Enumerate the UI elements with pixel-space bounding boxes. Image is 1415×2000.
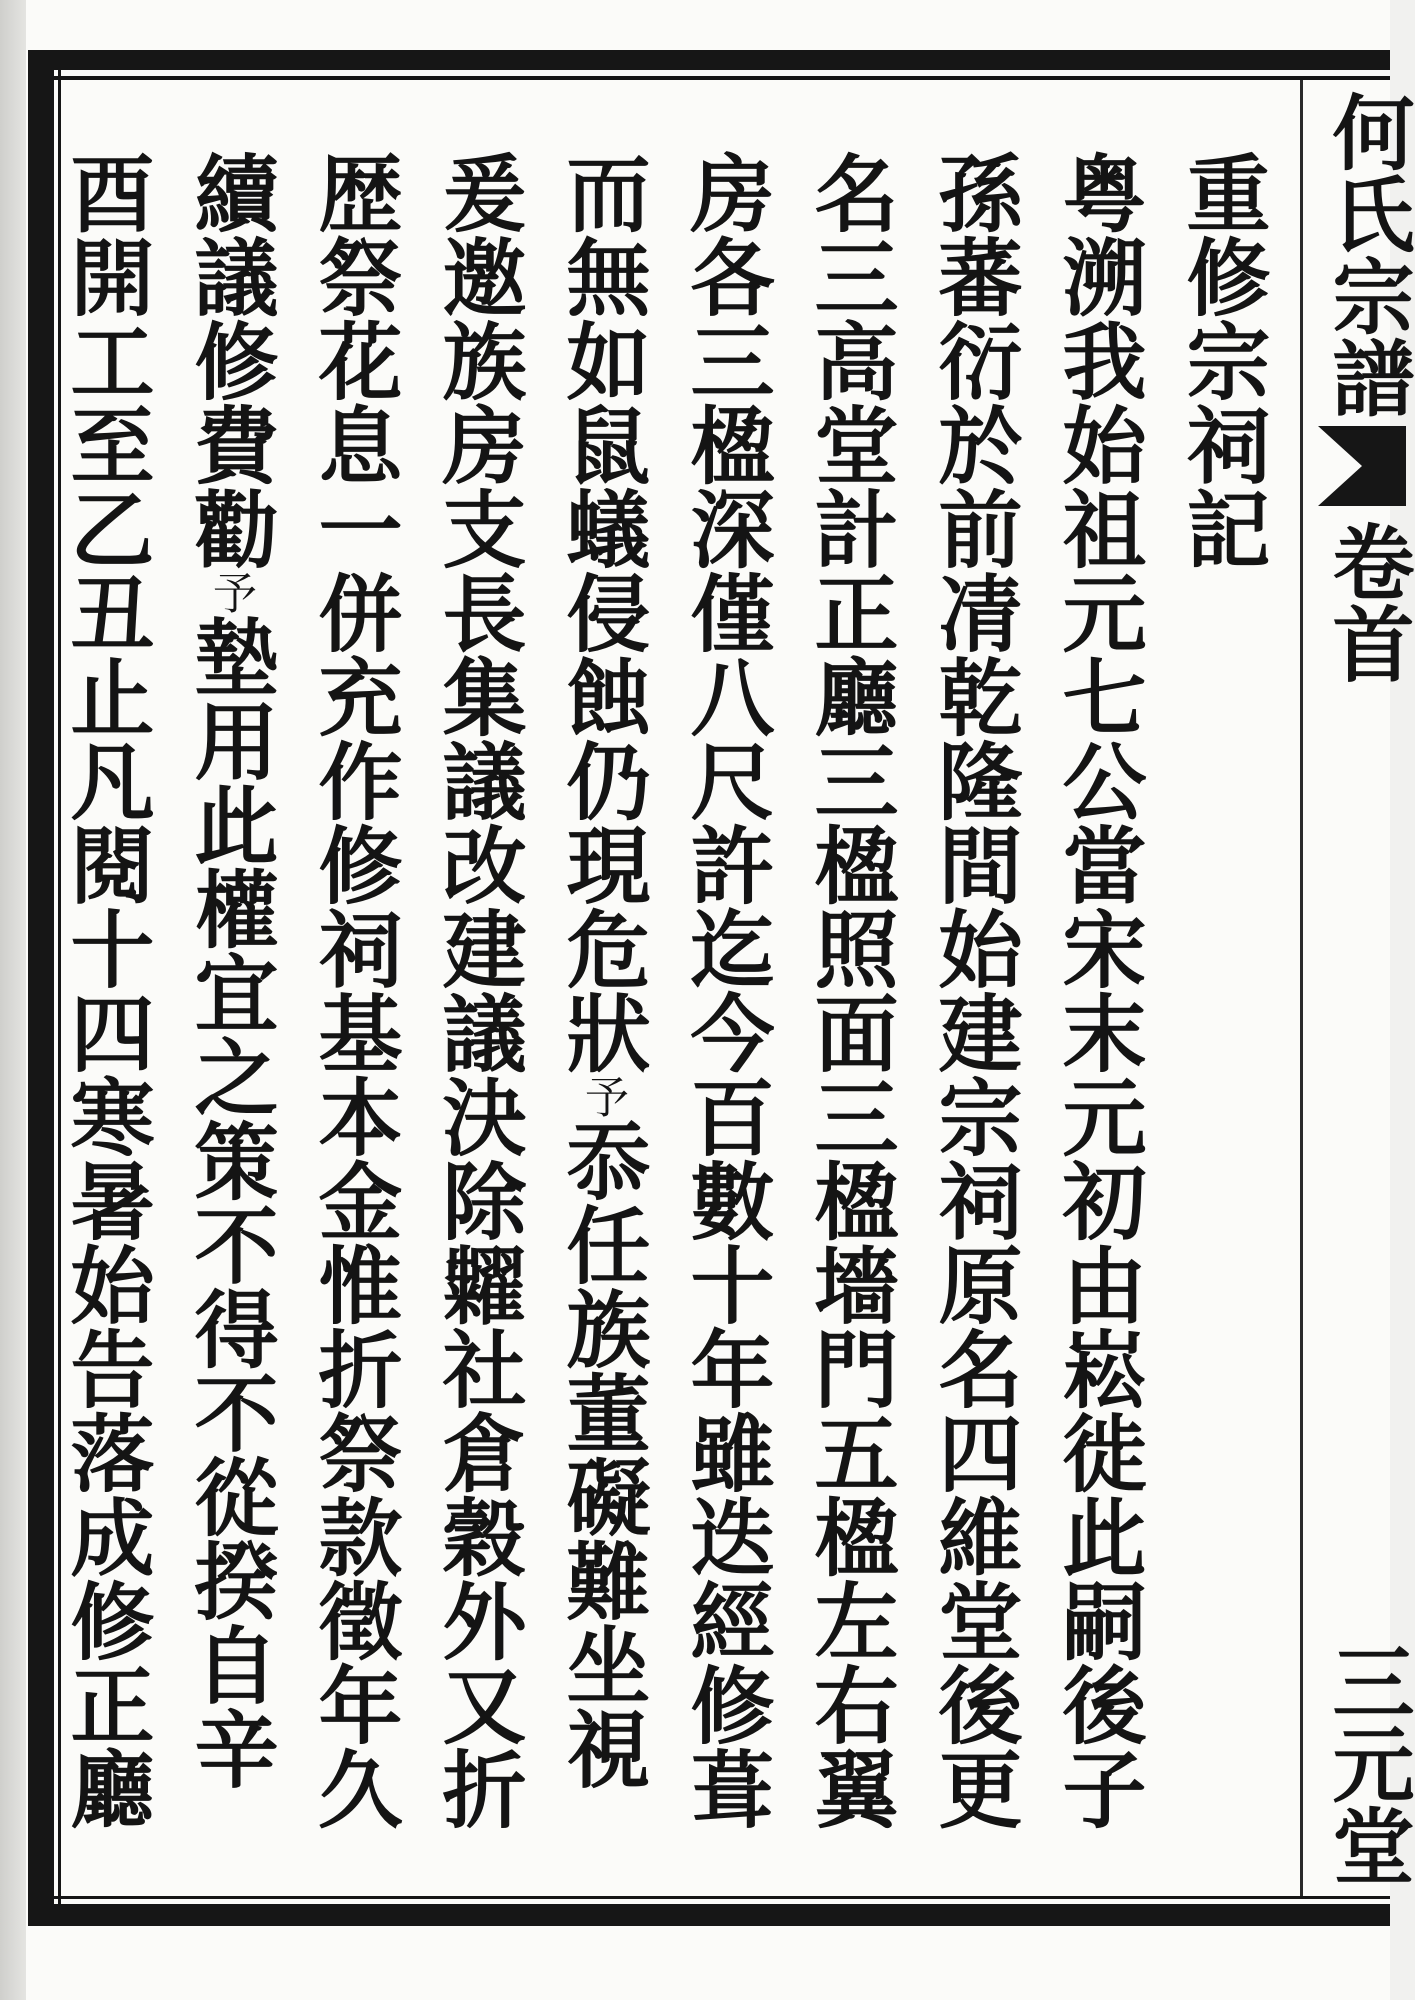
text-column xyxy=(168,150,292,1870)
column-text-after: 墊用此權宜之策不得不從揆自辛 xyxy=(181,614,280,1790)
frame-top-rule xyxy=(28,50,1390,70)
text-column: 酉開工至乙丑止凡閱十四寒暑始告落成修正廳 xyxy=(57,150,156,1830)
text-column-title: 重修宗祠記 xyxy=(1173,150,1272,570)
fish-tail-mark-icon xyxy=(1318,426,1406,506)
column-text-before: 而無如鼠蟻侵蝕仍現危狀 xyxy=(553,150,652,1074)
text-column: 粤溯我始祖元七公當宋末元初由崧徙此嗣後子 xyxy=(1049,150,1148,1830)
column-text-after: 忝任族董礙難坐視 xyxy=(553,1118,652,1790)
hall-name: 三元堂 xyxy=(1319,1640,1415,1886)
text-column: 爰邀族房支長集議改建議決除糶社倉穀外又折 xyxy=(429,150,528,1830)
page-edge-banner xyxy=(1319,80,1415,1900)
frame-top-inner-rule xyxy=(28,76,1390,80)
frame-bottom-rule xyxy=(28,1904,1390,1926)
text-column: 歴祭花息一併充作修祠基本金惟折祭款徵年久 xyxy=(305,150,404,1830)
text-column: 名三高堂計正廳三楹照面三楹墻門五楹左右翼 xyxy=(801,150,900,1830)
small-honorific-char: 予 xyxy=(205,570,256,614)
text-column: 孫蕃衍於前凊乾隆間始建宗祠原名四維堂後更 xyxy=(925,150,1024,1830)
column-text-before: 續議修費勸 xyxy=(181,150,280,570)
volume-label: 卷首 xyxy=(1319,520,1415,684)
text-column: 房各三楹深僅八尺許迄今百數十年雖迭經修葺 xyxy=(677,150,776,1830)
small-honorific-char: 予 xyxy=(577,1074,628,1118)
main-text xyxy=(57,150,1284,1870)
frame-bottom-inner-rule xyxy=(28,1896,1390,1899)
center-fold-line xyxy=(1300,80,1303,1896)
book-title: 何氏宗譜 xyxy=(1319,90,1415,418)
text-column xyxy=(540,150,664,1870)
